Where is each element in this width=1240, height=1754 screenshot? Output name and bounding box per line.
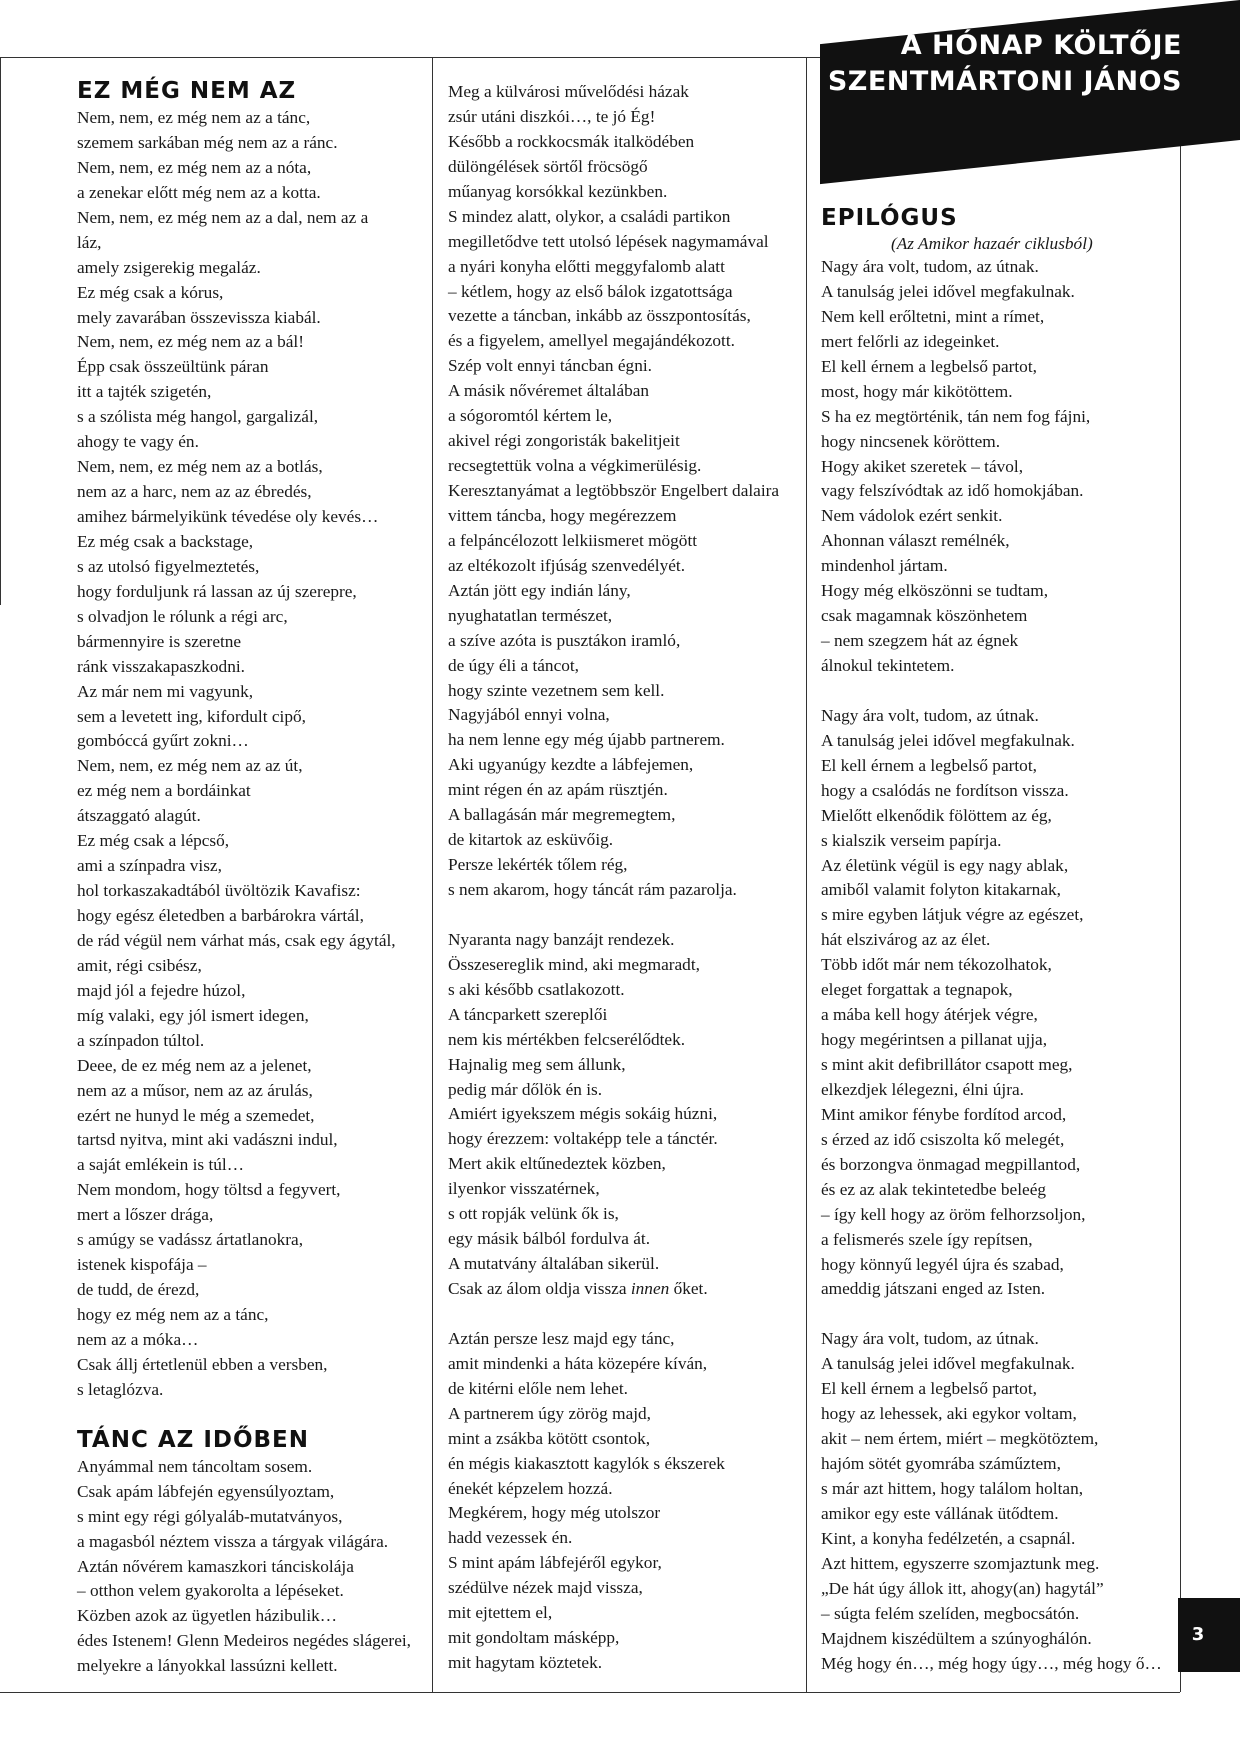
poem-line: amikor egy este vállának ütődtem.	[821, 1503, 1059, 1523]
poem-line: Nem, nem, ez még nem az a tánc,	[77, 108, 311, 127]
poem-line: hogy egész életedben a barbárokra vártál,	[77, 906, 364, 925]
poem-line: s az utolsó figyelmeztetés,	[77, 556, 260, 576]
poem-line-tanc-innen: Csak az álom oldja vissza innen őket.	[448, 1279, 708, 1298]
poem-line: hogy nincsenek köröttem.	[821, 431, 1001, 451]
poem-body-tanc-part-2	[448, 80, 800, 903]
poem-line: S mint apám lábfejéről egykor,	[448, 1553, 662, 1573]
poem-line: Amiért igyekszem mégis sokáig húzni,	[448, 1104, 718, 1124]
poem-line: ezért ne hunyd le még a szemedet,	[77, 1105, 315, 1125]
poem-line: El kell érnem a legbelső partot,	[821, 755, 1037, 775]
poem-line: Később a rockkocsmák italködében	[448, 131, 695, 151]
poem-line: szemem sarkában még nem az a ránc.	[77, 132, 338, 152]
poem-line: nem az a műsor, nem az az árulás,	[77, 1080, 313, 1100]
poem-line: hát elszivárog az az élet.	[821, 930, 991, 950]
poem-line: hogy könnyű legyél újra és szabad,	[821, 1254, 1064, 1274]
poem-line: s olvadjon le rólunk a régi arc,	[77, 606, 288, 626]
poem-line: s már azt hittem, hogy találom holtan,	[821, 1478, 1084, 1498]
poem-line: én mégis kiakasztott kagylók s ékszerek	[448, 1453, 725, 1473]
poem-line: S mindez alatt, olykor, a családi partikon	[448, 206, 731, 226]
poem-line: Aztán nővérem kamaszkori tánciskolája	[77, 1556, 354, 1576]
poem-body-epilogus-3	[821, 1327, 1176, 1676]
header-line-2: SZENTMÁRTONI JÁNOS	[827, 66, 1182, 97]
poem-line: mindenhol jártam.	[821, 556, 948, 576]
poem-line: de tudd, de érezd,	[77, 1280, 200, 1300]
poem-line: Nem, nem, ez még nem az a botlás,	[77, 457, 323, 477]
poem-line: mit gondoltam másképp,	[448, 1628, 620, 1648]
poem-line: hogy szinte vezetnem sem kell.	[448, 680, 665, 700]
poem-line: a színpadon túltol.	[77, 1030, 205, 1050]
poem-line: hogy érezzem: voltaképp tele a tánctér.	[448, 1129, 718, 1149]
poem-line: El kell érnem a legbelső partot,	[821, 356, 1037, 376]
poem-line: s mint egy régi gólyaláb-mutatványos,	[77, 1506, 343, 1526]
poem-line: egy másik bálból fordulva át.	[448, 1229, 651, 1249]
poem-line: a saját emlékein is túl…	[77, 1155, 245, 1175]
poem-line: amely zsigerekig megaláz.	[77, 257, 261, 277]
poem-body-tanc-part-4	[448, 1327, 800, 1676]
poem-line: amit, régi csibész,	[77, 955, 202, 975]
poem-line: hogy a csalódás ne fordítson vissza.	[821, 780, 1069, 800]
poem-line: Meg a külvárosi művelődési házak	[448, 82, 689, 101]
poem-line: Csak állj értetlenül ebben a versben,	[77, 1354, 328, 1374]
poem-line: de rád végül nem várhat más, csak egy ágytál,	[77, 930, 396, 950]
poem-line: – nem szegzem hát az égnek	[821, 631, 1019, 651]
column-1	[77, 76, 427, 1679]
poem-line: Mert akik eltűnedeztek közben,	[448, 1154, 666, 1174]
poem-line: vezette a táncban, inkább az összpontosítás,	[448, 306, 751, 326]
poem-line: Persze lekérték tőlem rég,	[448, 855, 628, 875]
poem-line: Az életünk végül is egy nagy ablak,	[821, 855, 1069, 875]
poem-line: most, hogy már kikötöttem.	[821, 381, 1013, 401]
bottom-border-line	[0, 1692, 1180, 1693]
poem-line: hogy az lehessek, aki egykor voltam,	[821, 1404, 1077, 1424]
poem-title-tanc-az-idoben: TÁNC AZ IDŐBEN	[77, 1426, 310, 1453]
poem-line: mint régen én az apám rüsztjén.	[448, 780, 668, 800]
poem-line: édes Istenem! Glenn Medeiros negédes slágerei,	[77, 1631, 411, 1651]
poem-line: míg valaki, egy jól ismert idegen,	[77, 1005, 309, 1025]
poem-line: bármennyire is szeretne	[77, 631, 242, 651]
poem-line: Aztán persze lesz majd egy tánc,	[448, 1328, 675, 1348]
poem-line: hogy forduljunk rá lassan az új szerepre,	[77, 581, 357, 601]
poem-line: recsegtettük volna a végkimerülésig.	[448, 456, 702, 476]
poem-line: Hogy akiket szeretek – távol,	[821, 456, 1024, 476]
poem-line: mert a lőszer drága,	[77, 1205, 214, 1225]
column-divider-1	[432, 57, 433, 1692]
poem-line: Nagy ára volt, tudom, az útnak.	[821, 257, 1039, 276]
header-line-1: A HÓNAP KÖLTŐJE	[900, 30, 1182, 61]
poem-line: ez még nem a bordáinkat	[77, 781, 251, 801]
poem-line: hogy megérintsen a pillanat ujja,	[821, 1030, 1048, 1050]
poem-line: Még hogy én…, még hogy úgy…, még hogy ő…	[821, 1653, 1162, 1673]
poem-line: hogy ez még nem az a tánc,	[77, 1305, 269, 1324]
poem-line: a sógoromtól kértem le,	[448, 406, 613, 426]
poem-line: mely zavarában összevissza kiabál.	[77, 307, 321, 327]
poem-line: mit hagytam köztetek.	[448, 1653, 603, 1673]
poem-line: Majdnem kiszédültem a szúnyoghálón.	[821, 1628, 1092, 1648]
poem-line: Kint, a konyha fedélzetén, a csapnál.	[821, 1528, 1076, 1548]
poem-line: s mire egyben látjuk végre az egészet,	[821, 905, 1084, 925]
poem-line: láz,	[77, 232, 102, 252]
poem-line: Nagyjából ennyi volna,	[448, 705, 610, 725]
poem-line: „De hát úgy állok itt, ahogy(an) hagytál”	[821, 1578, 1104, 1598]
poem-line: Aztán jött egy indián lány,	[448, 580, 631, 600]
poem-line: de kitartok az esküvőig.	[448, 830, 614, 850]
poem-line: Keresztanyámat a legtöbbször Engelbert dalaira	[448, 481, 780, 500]
poem-line: a felismerés szele így repítsen,	[821, 1229, 1033, 1249]
poem-line: mint a zsákba kötött csontok,	[448, 1428, 651, 1448]
poem-line: s nem akarom, hogy táncát rám pazarolja.	[448, 880, 737, 899]
poem-subtitle-epilogus: (Az Amikor hazaér ciklusból)	[891, 234, 1093, 253]
poem-line: ilyenkor visszatérnek,	[448, 1179, 600, 1199]
poem-line: Mint amikor fénybe fordítod arcod,	[821, 1104, 1067, 1124]
poem-line: Közben azok az ügyetlen házibulik…	[77, 1606, 338, 1626]
poem-line: Csak apám lábfején egyensúlyoztam,	[77, 1481, 335, 1501]
poem-body-tanc-part-3	[448, 928, 800, 1277]
poem-line: és ez az alak tekintetedbe beleég	[821, 1179, 1047, 1199]
poem-line: El kell érnem a legbelső partot,	[821, 1379, 1037, 1399]
poem-line: a zenekar előtt még nem az a kotta.	[77, 182, 321, 202]
poem-line: s kialszik verseim papírja.	[821, 830, 1002, 850]
poem-line: de úgy éli a táncot,	[448, 655, 580, 675]
poem-line: hadd vezessek én.	[448, 1528, 573, 1548]
poem-line: Nem, nem, ez még nem az a bál!	[77, 332, 304, 352]
poem-line: az eltékozolt ifjúság szenvedélyét.	[448, 555, 686, 575]
poem-line: Hajnalig meg sem állunk,	[448, 1054, 626, 1074]
poem-line: és a figyelem, amellyel megajándékozott.	[448, 331, 735, 351]
poem-line: a nyári konyha előtti meggyfalomb alatt	[448, 256, 725, 276]
poem-line: Épp csak összeültünk páran	[77, 357, 269, 377]
poem-line: elkezdjek lélegezni, élni újra.	[821, 1079, 1024, 1099]
poem-line: Mielőtt elkenődik fölöttem az ég,	[821, 805, 1052, 825]
poem-line: majd jól a fejedre húzol,	[77, 980, 246, 1000]
poem-line: nem az a harc, nem az az ébredés,	[77, 482, 312, 502]
poem-line: Nem vádolok ezért senkit.	[821, 506, 1003, 526]
poem-line: Ez még csak a lépcső,	[77, 831, 230, 851]
column-3	[821, 203, 1176, 1676]
poem-line: Nagy ára volt, tudom, az útnak.	[821, 705, 1039, 725]
poem-line: átszaggató alagút.	[77, 806, 201, 826]
poem-body-epilogus-1	[821, 255, 1176, 679]
poem-line: Hogy még elköszönni se tudtam,	[821, 581, 1049, 601]
left-border-line	[0, 57, 1, 605]
column-divider-2	[806, 57, 807, 1692]
poem-line: – így kell hogy az öröm felhorzsoljon,	[821, 1204, 1086, 1224]
poem-title-epilogus: EPILÓGUS	[821, 205, 958, 231]
poem-line: Ez még csak a kórus,	[77, 282, 224, 302]
poem-line: – kétlem, hogy az első bálok izgatottsága	[448, 281, 733, 301]
poem-line: álnokul tekintetem.	[821, 656, 955, 675]
poem-line: Az már nem mi vagyunk,	[77, 681, 254, 701]
poem-body-ez-meg-nem-az	[77, 106, 427, 1403]
poem-line: megilletődve tett utolsó lépések nagymamával	[448, 231, 769, 251]
poem-line: s a szólista még hangol, gargalizál,	[77, 407, 319, 427]
poem-line: Szép volt ennyi táncban égni.	[448, 356, 652, 376]
poem-line: Ez még csak a backstage,	[77, 531, 254, 551]
poem-line: Aki ugyanúgy kezdte a lábfejemen,	[448, 755, 694, 775]
poem-line: hol torkaszakadtából üvöltözik Kavafisz:	[77, 881, 361, 901]
poem-line: akivel régi zongoristák bakelitjeit	[448, 431, 680, 451]
poem-line: Nem, nem, ez még nem az a nóta,	[77, 157, 312, 177]
poem-line: a szíve azóta is pusztákon iramló,	[448, 630, 681, 650]
poem-line: a felpáncélozott lelkiismeret mögött	[448, 530, 698, 550]
poem-line: Azt hittem, egyszerre szomjaztunk meg.	[821, 1553, 1100, 1573]
poem-line: ha nem lenne egy még újabb partnerem.	[448, 730, 725, 750]
poem-line: s érzed az idő csiszolta kő melegét,	[821, 1129, 1065, 1149]
poem-line: s aki később csatlakozott.	[448, 979, 625, 999]
poem-line: pedig már dőlök én is.	[448, 1079, 603, 1099]
poem-line: a mába kell hogy átérjek végre,	[821, 1005, 1038, 1025]
poem-line: szédülve nézek majd vissza,	[448, 1578, 643, 1598]
poem-line: Megkérem, hogy még utolszor	[448, 1503, 661, 1523]
poem-line: csak magamnak köszönhetem	[821, 606, 1028, 626]
poem-line: és borzongva önmagad megpillantod,	[821, 1154, 1081, 1174]
poem-line: mert felőrli az idegeinket.	[821, 331, 1000, 351]
poem-line: – súgta felém szelíden, megbocsátón.	[821, 1603, 1080, 1623]
poem-line: amiből valamit folyton kitakarnak,	[821, 880, 1061, 900]
poem-line: melyekre a lányokkal lassúzni kellett.	[77, 1656, 338, 1676]
poem-line: ahogy te vagy én.	[77, 432, 199, 452]
poem-line: vagy felszívódtak az idő homokjában.	[821, 481, 1084, 501]
poem-line: Nagy ára volt, tudom, az útnak.	[821, 1329, 1039, 1349]
header-title	[820, 28, 1182, 100]
poem-line: Nem, nem, ez még nem az a dal, nem az a	[77, 207, 369, 227]
poem-line: de kitérni előle nem lehet.	[448, 1378, 628, 1398]
poem-line: Anyámmal nem táncoltam sosem.	[77, 1456, 313, 1476]
poem-line: Nem mondom, hogy töltsd a fegyvert,	[77, 1180, 341, 1200]
poem-line: istenek kispofája –	[77, 1255, 207, 1275]
poem-line: dülöngélések sörtől fröcsögő	[448, 156, 648, 176]
poem-line: Összesereglik mind, aki megmaradt,	[448, 954, 700, 974]
poem-line: hajóm sötét gyomrába száműztem,	[821, 1454, 1061, 1473]
poem-line: nem kis mértékben felcserélődtek.	[448, 1029, 686, 1049]
poem-line: itt a tajték szigetén,	[77, 382, 212, 402]
poem-line: énekét képzelem hozzá.	[448, 1478, 613, 1498]
poem-body-epilogus-2	[821, 704, 1176, 1303]
poem-line: zsúr utáni diszkói…, te jó Ég!	[448, 106, 656, 126]
poem-line: amit mindenki a háta közepére kíván,	[448, 1353, 708, 1373]
poem-body-tanc-part-1	[77, 1455, 427, 1679]
poem-line: ránk visszakapaszkodni.	[77, 656, 245, 676]
poem-line: s letaglózva.	[77, 1379, 164, 1399]
poem-line: A ballagásán már megremegtem,	[448, 805, 676, 825]
column-2	[448, 80, 800, 1676]
poem-line: A tanulság jelei idővel megfakulnak.	[821, 281, 1075, 301]
poem-line: s amúgy se vadássz ártatlanokra,	[77, 1230, 304, 1250]
poem-line: Nyaranta nagy banzájt rendezek.	[448, 929, 675, 949]
poem-title-ez-meg-nem-az: EZ MÉG NEM AZ	[77, 78, 297, 104]
poem-line: amihez bármelyikünk tévedése oly kevés…	[77, 507, 379, 526]
poem-line: Nem, nem, ez még nem az az út,	[77, 756, 303, 776]
poem-line: A másik nővéremet általában	[448, 381, 650, 401]
poem-line: A partnerem úgy zörög majd,	[448, 1403, 651, 1423]
poem-line: gombóccá gyűrt zokni…	[77, 731, 249, 751]
poem-line: nyughatatlan természet,	[448, 605, 613, 625]
poem-line: A mutatvány általában sikerül.	[448, 1254, 660, 1274]
poem-line: s ott ropják velünk ők is,	[448, 1204, 619, 1224]
poem-line: eleget forgattak a tegnapok,	[821, 980, 1013, 1000]
poem-line: nem az a móka…	[77, 1329, 199, 1349]
poem-line: sem a levetett ing, kifordult cipő,	[77, 706, 306, 726]
poem-line: Nem kell erőltetni, mint a rímet,	[821, 306, 1045, 326]
poem-line: A táncparkett szereplői	[448, 1004, 608, 1024]
poem-line: Ahonnan választ remélnék,	[821, 531, 1010, 551]
poem-line: A tanulság jelei idővel megfakulnak.	[821, 730, 1075, 750]
poem-line: vittem táncba, hogy megérezzem	[448, 505, 677, 525]
poem-line: s mint akit defibrillátor csapott meg,	[821, 1055, 1073, 1074]
poem-line: ameddig játszani enged az Isten.	[821, 1279, 1046, 1299]
poem-line: Deee, de ez még nem az a jelenet,	[77, 1055, 312, 1075]
right-border-line	[1180, 57, 1181, 1692]
page-number: 3	[1191, 1624, 1205, 1645]
poem-line: – otthon velem gyakorolta a lépéseket.	[77, 1581, 344, 1601]
poem-line: ami a színpadra visz,	[77, 856, 222, 876]
poem-line: S ha ez megtörténik, tán nem fog fájni,	[821, 406, 1091, 426]
poem-line: akit – nem értem, miért – megkötöztem,	[821, 1429, 1099, 1449]
poem-line: műanyag korsókkal kezünkben.	[448, 181, 668, 201]
poem-line: A tanulság jelei idővel megfakulnak.	[821, 1354, 1075, 1374]
poem-line: tartsd nyitva, mint aki vadászni indul,	[77, 1130, 338, 1150]
poem-line: Több időt már nem tékozolhatok,	[821, 955, 1052, 975]
poem-line: mit ejtettem el,	[448, 1603, 553, 1623]
poem-line: a magasból néztem vissza a tárgyak világára.	[77, 1531, 389, 1551]
